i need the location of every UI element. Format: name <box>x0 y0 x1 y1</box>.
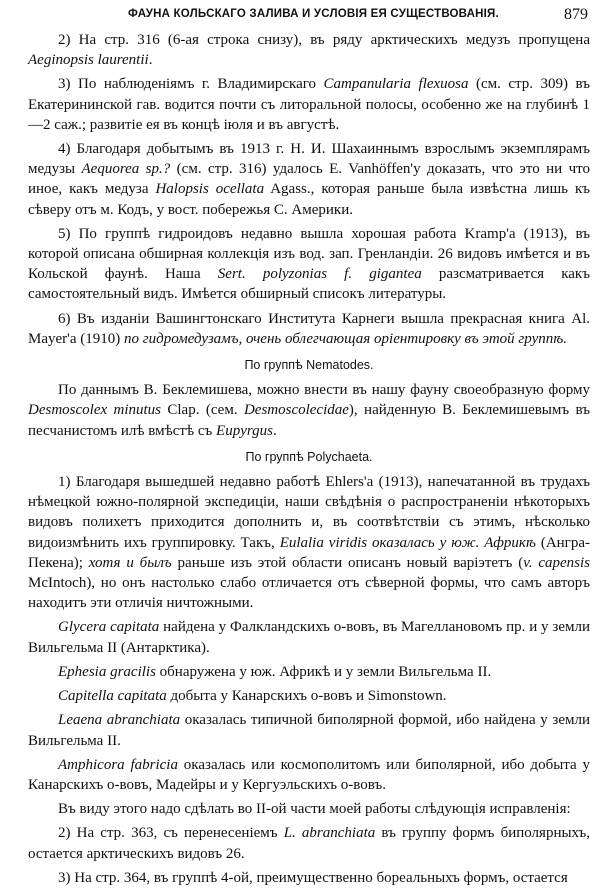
text-run: McIntoch), но онъ настолько слабо отличается отъ сѣверной формы, что самъ авторъ находитъ эти отличія ничтожными. <box>28 575 590 612</box>
running-title: ФАУНА КОЛЬСКАГО ЗАЛИВА И УСЛОВІЯ ЕЯ СУЩЕСТВОВАНІЯ. <box>128 8 499 20</box>
text-run: По группѣ Nematodes. <box>244 358 374 373</box>
text-run: Clap. (сем. <box>161 402 244 419</box>
paragraph <box>28 662 590 682</box>
italic-text: Eulalia viridis оказалась у юж. Африкѣ <box>279 534 536 551</box>
text-run: По группѣ Polychaeta. <box>245 449 373 464</box>
text-run: ), найденную В. Беклемишевымъ въ песчанистомъ илѣ вмѣстѣ съ <box>28 402 590 439</box>
page-header <box>28 6 590 30</box>
text-run: обнаружена у юж. Африкѣ и у земли Вильгельма II. <box>155 663 492 680</box>
text-run: раньше изъ этой области описанъ новый варіэтетъ ( <box>171 554 524 571</box>
page-number: 879 <box>564 6 588 23</box>
paragraph <box>28 686 590 706</box>
italic-text: Campanularia flexuosa <box>323 76 469 93</box>
italic-text: Desmoscolecidae <box>243 402 349 419</box>
paragraph <box>28 799 590 819</box>
italic-text: хотя и былъ <box>88 554 172 571</box>
text-run: разсматривается какъ самостоятельный видъ. Имѣется обширный списокъ литературы. <box>28 266 590 303</box>
text-run: Въ виду этого надо сдѣлать во II-ой части моей работы слѣдующія исправленія: <box>58 801 571 818</box>
text-run: По даннымъ В. Беклемишева, можно внести въ нашу фауну своеобразную форму <box>58 382 590 399</box>
text-run: 4) Благодаря добытымъ въ 1913 г. Н. И. Шахаиннымъ взрослымъ экземплярамъ медузы <box>28 141 590 178</box>
italic-text: Halopsis ocellata <box>155 181 265 198</box>
text-run: найдена у Фалкландскихъ о-вовъ, въ Магеллановомъ пр. и у земли Вильгельма II (Антарктика). <box>28 619 590 656</box>
italic-text: Ephesia gracilis <box>58 663 156 680</box>
section-heading <box>28 355 590 375</box>
italic-text: Glycera capitata <box>58 619 160 636</box>
text-run: . <box>273 422 277 439</box>
text-run: 1) Благодаря вышедшей недавно работѣ Ehlers'a (1913), напечатанной въ трудахъ нѣмецкой южно-полярной экспедиціи, наши свѣдѣнія о распространеніи нѣкоторыхъ видовъ полихетъ приходится дополнить и, въ соотвѣтствіи съ этимъ, нѣсколько видоизмѣнить ихъ группировку. Такъ, <box>28 474 590 551</box>
paragraph <box>28 868 590 888</box>
text-run: оказалась типичной биполярной формой, ибо найдена у земли Вильгельма II. <box>28 712 590 749</box>
text-run: 3) По наблюденіямъ г. Владимирскаго <box>58 76 324 93</box>
paragraph <box>28 224 590 305</box>
paragraph <box>28 710 590 750</box>
text-run: 2) На стр. 316 (6-ая строка снизу), въ ряду арктическихъ медузъ пропущена <box>58 32 590 48</box>
italic-text: Aequorea sp.? <box>81 161 171 178</box>
paragraph <box>28 755 590 795</box>
text-run: 3) На стр. 364, въ группѣ 4-ой, преимущественно бореальныхъ формъ, остается <box>58 869 568 886</box>
italic-text: Leaena abranchiata <box>58 712 181 729</box>
italic-text: Aeginopsis laurentii <box>28 52 149 69</box>
italic-text: по гидромедузамъ, очень облегчающая оріентировку въ этой группѣ. <box>124 330 567 347</box>
text-run: 2) На стр. 363, съ перенесеніемъ <box>58 825 284 842</box>
text-run: въ группу формъ биполярныхъ, остается арктическихъ видовъ 26. <box>28 825 590 862</box>
paragraph <box>28 380 590 441</box>
italic-text: Amphicora fabricia <box>58 756 178 773</box>
italic-text: L. abranchiata <box>283 825 376 842</box>
italic-text: Sert. polyzonias f. gigantea <box>217 266 422 283</box>
paragraph <box>28 74 590 135</box>
text-run: (см. стр. 309) въ Екатерининской гав. водится почти съ литоральной полосы, особенно же на глубинѣ 1—2 саж.; развитіе ея въ концѣ іюля и въ августѣ. <box>28 76 590 133</box>
text-run: 5) По группѣ гидроидовъ недавно вышла хорошая работа Kramp'a (1913), въ которой описана обширная коллекція изъ вод. зап. Гренландіи. 26 видовъ имѣется и въ Кольской фаунѣ. Наша <box>28 225 590 283</box>
italic-text: Desmoscolex minutus <box>28 402 162 419</box>
text-run: оказалась или космополитомъ или биполярной, ибо добыта у Канарскихъ о-вовъ, Мадейры и у Кергуэльскихъ о-вовъ. <box>28 756 590 793</box>
text-run: (Ангра-Пекена); <box>28 534 590 571</box>
text-run: (см. стр. 316) удалось E. Vanhöffen'у доказать, что это ни что иное, какъ медуза <box>28 161 590 198</box>
text-run: . <box>148 52 153 69</box>
italic-text: v. capensis <box>523 554 590 571</box>
text-run: Agass., которая раньше была извѣстна лишь къ сѣверу отъ м. Кодъ, у вост. побережья С. Америки. <box>28 181 590 218</box>
paragraph <box>28 823 590 863</box>
italic-text: Eupyrgus <box>216 422 273 439</box>
paragraph <box>28 472 590 613</box>
paragraph <box>28 617 590 657</box>
paragraph <box>28 30 590 70</box>
paragraph <box>28 309 590 349</box>
paragraph <box>28 139 590 220</box>
text-run: 6) Въ изданіи Вашингтонскаго Института Карнеги вышла прекрасная книга Al. Mayer'a (1910) <box>28 310 590 347</box>
body-text <box>28 30 590 888</box>
text-run: добыта у Канарскихъ о-вовъ и Simonstown. <box>166 688 447 705</box>
section-heading <box>28 447 590 467</box>
italic-text: Capitella capitata <box>58 688 167 705</box>
